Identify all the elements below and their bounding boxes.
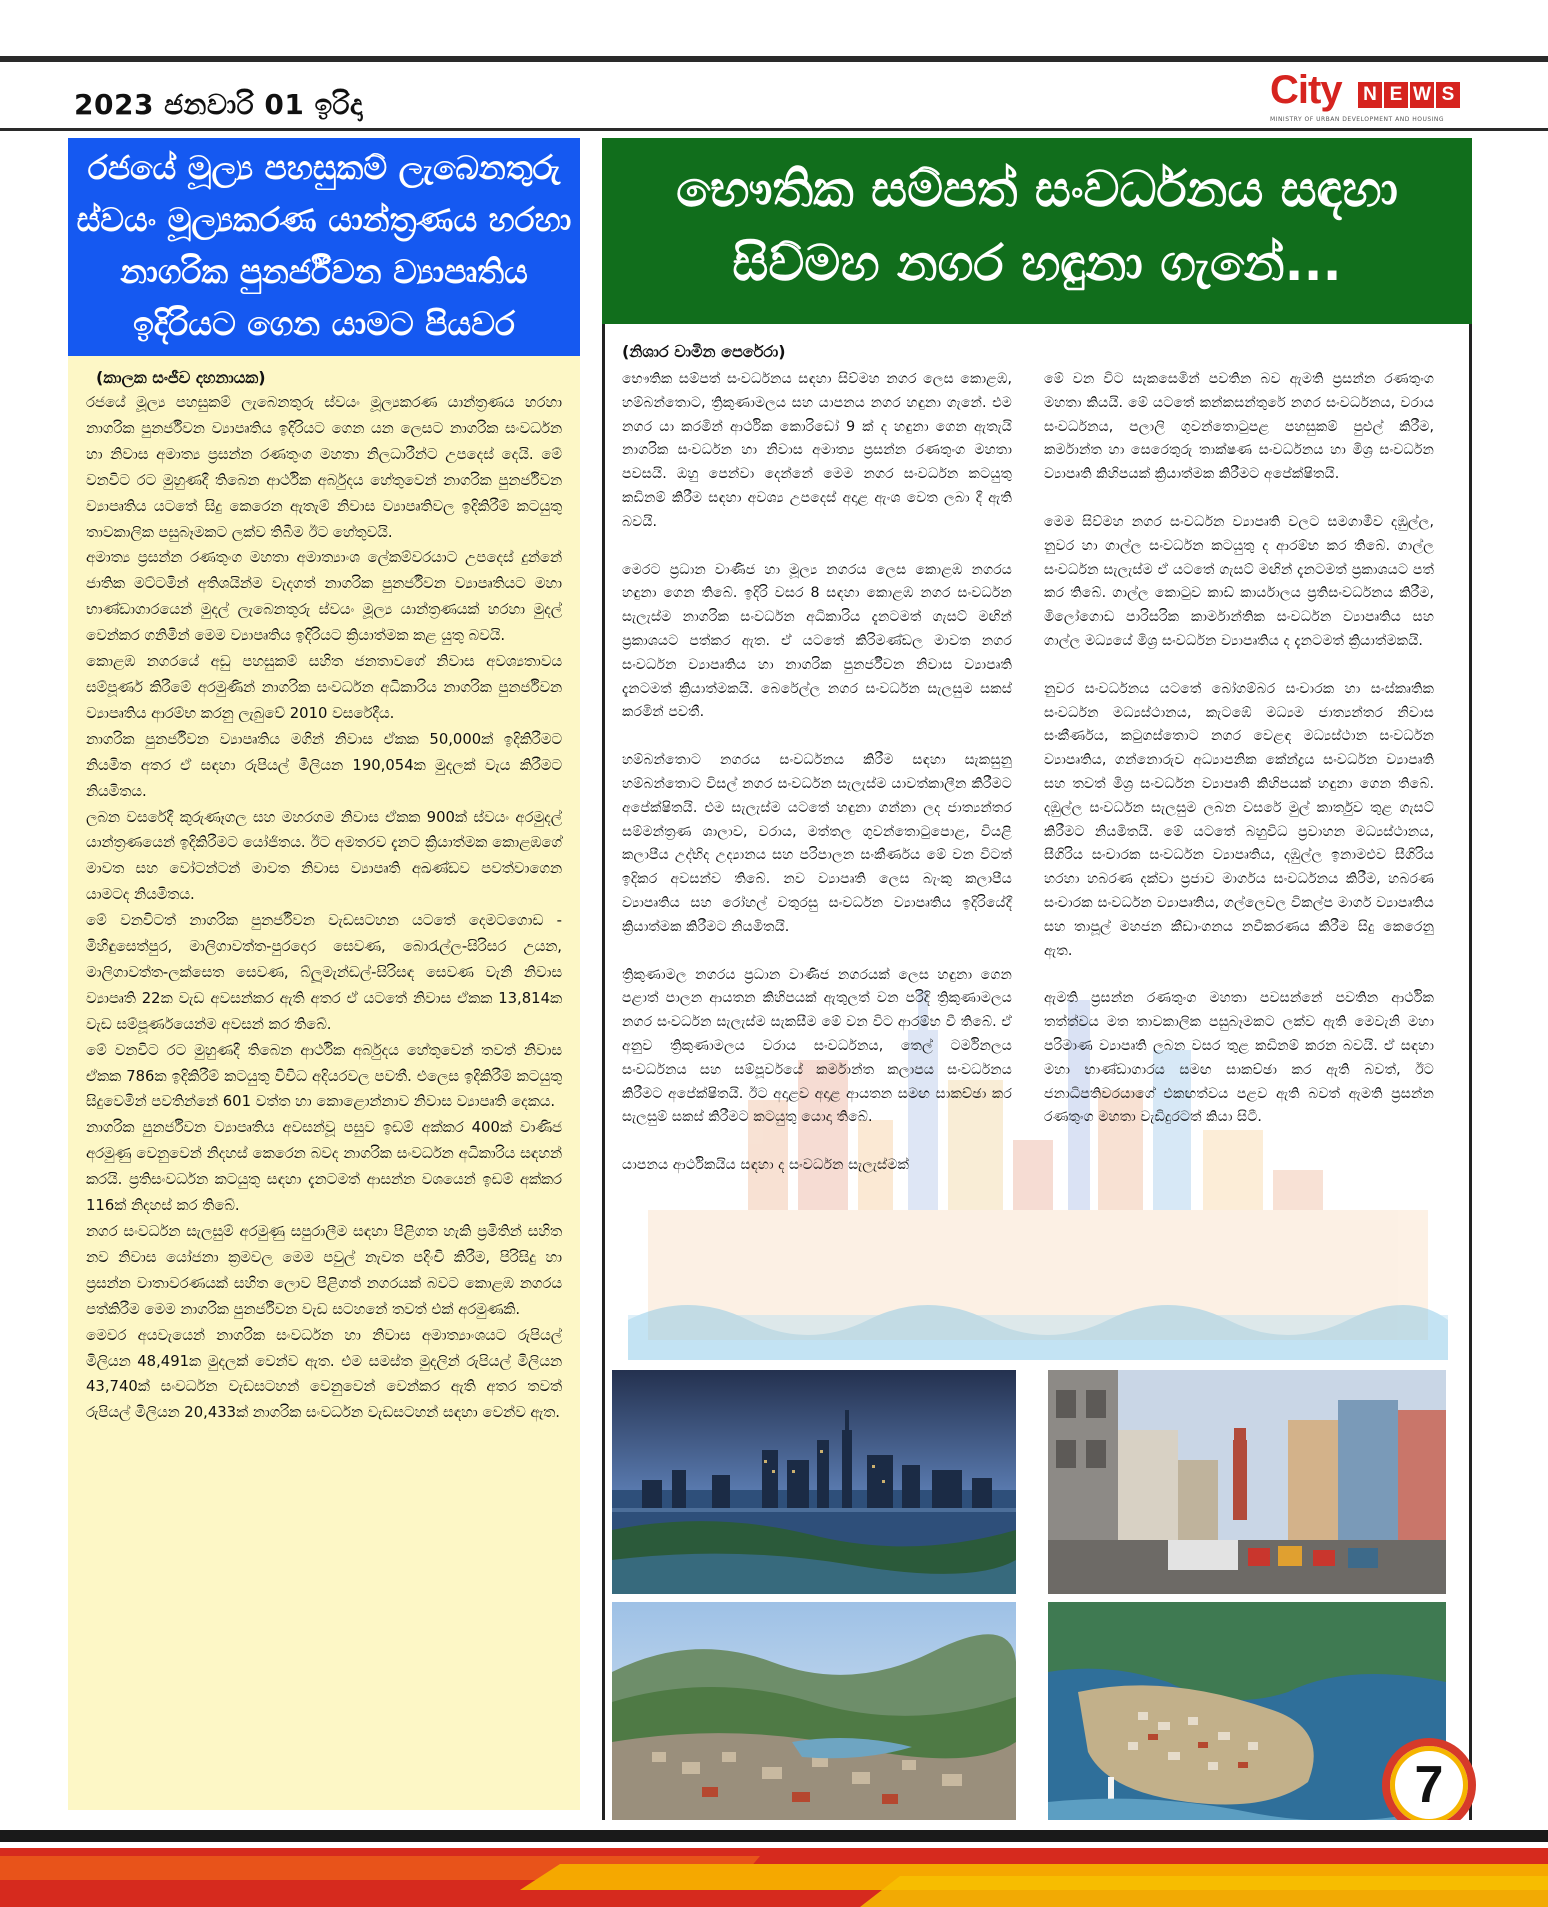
header-rule bbox=[0, 128, 1548, 131]
logo-city-text: City bbox=[1270, 68, 1342, 112]
paragraph: නුවර සංවර්ධනය යටතේ බෝගම්බර සංචාරක හා සංස්කෘතික සංවර්ධන මධ්‍යස්ථානය, කැටඹේ මධ්‍යම ජාත්‍යන්තර නිවාස සංකීර්ණය, කටුගස්තොට නගර වෙළඳ මධ්‍යස්ථාන සංවර්ධන ව්‍යාපෘතිය, ගන්නොරුව අධ්‍යාපනික කේන්ද්‍රය සංවර්ධන ව්‍යාපෘති සහ තවත් මිශ්‍ර සංවර්ධන ව්‍යාපෘති කිහිපයක් හඳුනා ගෙන තිබේ. දඹුල්ල සංවර්ධන සැලසුම ලබන වසරේ මුල් කාර්තුව තුළ ගැසට් කිරීමට නියමිතයි. මේ යටතේ බහුවිධ ප්‍රවාහන මධ්‍යස්ථානය, සීගිරිය සංචාරක සංවර්ධන ව්‍යාපෘතිය, දඹුල්ල ඉනාමළුව සීගිරිය හරහා හබරණ දක්වා ප්‍රජාව මාර්ගය සංවර්ධනය කිරීම, හබරණ සංචාරක සංවර්ධන ව්‍යාපෘතිය, ගල්ලෙවල විකල්ප මාර්ග ව්‍යාපෘතිය සහ තාපූල් මහජන කීඩාංගනය නවීකරණය කිරීම සිදු කෙරෙනු ඇත. bbox=[1044, 680, 1434, 959]
paragraph: ඇමති ප්‍රසන්න රණතුංග මහතා පවසන්නේ පවතින ආර්ථික තත්ත්වය මත තාවකාලික පසුබෑමකට ලක්ව ඇති මෙවැනි මහා පරිමාණ ව්‍යාපෘති ලබන වසර තුළ කඩිනම් කරන බවයි. ඒ සඳහා මහා භාණ්ඩාගාරය සමඟ සාකච්ඡා කර ඇති බවත්, ඊට ජනාධිපතිවරයාගේ එකඟත්වය පළව ඇති බවත් ඇමති ප්‍රසන්න රණතුංග මහතා වැඩිදුරටත් කියා සිටී. bbox=[1044, 990, 1434, 1126]
paragraph: නාගරික පුනර්ජීවන ව්‍යාපෘතිය අවසන්වූ පසුව ඉඩම් අක්කර 400ක් වාණිජ අරමුණු වෙනුවෙන් නිදහස් කෙරෙන බවද නාගරික සංවර්ධන අධිකාරිය සඳහන් කරයි. ප්‍රතිසංවර්ධන කටයුතු සඳහා දැනටමත් ආසන්න වශයෙන් ඉඩම් අක්කර 116ක් නිදහස් කර තිබේ. bbox=[86, 1119, 562, 1215]
right-headline: භෞතික සම්පත් සංවර්ධනය සඳහා සිව්මහ නගර හඳුනා ගැනේ... bbox=[602, 138, 1472, 324]
paragraph: මෙරට ප්‍රධාන වාණිජ හා මූල්‍ය නගරය ලෙස කොළඹ නගරය හඳුනා ගෙන තිබේ. ඉදිරි වසර 8 සඳහා කොළඹ නගර සංවර්ධන සැලැස්ම නාගරික සංවර්ධන අධිකාරිය දැනටමත් ගැසට් මඟින් ප්‍රකාශයට පත්කර ඇත. ඒ යටතේ කිරිමණ්ඩල මාවත නගර සංවර්ධන ව්‍යාපෘතිය හා නාගරික පුනර්ජීවන නිවාස ව්‍යාපෘති දැනටමත් ක්‍රියාත්මකයි. බෙරේල්ල නගර සංවර්ධන සැලසුම සකස් කරමින් පවතී. bbox=[622, 561, 1012, 721]
paragraph: ත්‍රිකුණාමල නගරය ප්‍රධාන වාණිජ නගරයක් ලෙස හඳුනා ගෙන පළාත් පාලන ආයතන කිහිපයක් ඇතුලත් වන පරිදි ත්‍රිකුණාමලය නගර සංවර්ධන සැලැස්ම සැකසීම මේ වන විට ආරම්භ වී තිබේ. ඒ අනුව ත්‍රිකුණාමලය වරාය සංවර්ධනය, තෙල් ටර්මිනලය සංවර්ධනය සහ සම්පූර්වයේ කර්මාන්ත කලාපය සංවර්ධනය කිරීමට අපේක්ෂිතයි. ඊට අදාළව අදාළ ආයතන සමඟ සාකච්ඡා කර සැලසුම් සකස් කිරීමට කටයුතු යොදා තිබේ. bbox=[622, 966, 1012, 1126]
paragraph: මේ වන විට සැකසෙමින් පවතින බව ඇමති ප්‍රසන්න රණතුංග මහතා කියයි. මේ යටතේ කන්කසන්තුරේ නගර සංවර්ධනය, වරාය සංවර්ධනය, පලාලි ගුවන්තොටුපළ පහසුකම් පුළුල් කිරීම, කර්මාන්ත හා සෙරෙතුරු තාක්ෂණ සංවර්ධනය හා මිශ්‍ර සංවර්ධන ව්‍යාපෘති කිහිපයක් ක්‍රියාත්මක කිරීමට අපේක්ෂිතයි. bbox=[1044, 371, 1434, 483]
paragraph: අමාත්‍ය ප්‍රසන්න රණතුංග මහතා අමාත්‍යාංශ ලේකම්වරයාට උපදෙස් දුන්නේ ජාතික මට්ටමින් අතිශයින්ම වැදගත් නාගරික පුනර්ජීවන ව්‍යාපෘතියට මහා භාණ්ඩාගාරයෙන් මුදල් ලැබෙනතුරු ස්වයං මූල්‍ය යාන්ත්‍රණයක් හරහා මුදල් වෙන්කර ගනිමින් මෙම ව්‍යාපෘතිය ඉදිරියට ක්‍රියාත්මක කළ යුතු බවයි. bbox=[86, 549, 562, 645]
right-article-column-1 bbox=[622, 368, 1012, 1202]
city-street-photo bbox=[1048, 1370, 1446, 1594]
kandy-aerial-photo bbox=[612, 1602, 1016, 1828]
right-byline: (නිශාර වාමින පෙරේරා) bbox=[622, 342, 786, 361]
citynews-logo bbox=[1270, 68, 1480, 124]
issue-date: 2023 ජනවාරි 01 ඉරිදා bbox=[74, 88, 363, 121]
paragraph: නාගරික පුනර්ජීවන ව්‍යාපෘතිය මගින් නිවාස ඒකක 50,000ක් ඉදිකිරීමට නියමිත අතර ඒ සඳහා රුපියල් මිලියන 190,054ක මුදලක් වැය කිරීමට නියමිතය. bbox=[86, 730, 562, 800]
paragraph: මේ වනවිට රට මුහුණදී තිබෙන ආර්ථික අර්බුදය හේතුවෙන් තවත් නිවාස ඒකක 786ක ඉදිකිරීම් කටයුතු විවිධ අදියරවල පවතී. එලෙස ඉදිකිරීම් කටයුතු සිදුවෙමින් පවතින්නේ 601 වත්ත හා කොළොන්නාව නිවාස ව්‍යාපෘති දෙකය. bbox=[86, 1041, 562, 1111]
paragraph: භෞතික සම්පත් සංවර්ධනය සඳහා සිව්මහ නගර ලෙස කොළඹ, හම්බන්තොට, ත්‍රිකුණාමලය සහ යාපනය නගර හඳුනා ගැනේ. එම නගර යා කරමින් ආර්ථික කොරිඩෝ 9 ක් ද හඳුනා ගෙන ඇතැයි නාගරික සංවර්ධන හා නිවාස අමාත්‍ය ප්‍රසන්න රණතුංග මහතා පවසයි. ඔහු පෙන්වා දෙන්නේ මෙම නගර සංවර්ධන කටයුතු කඩිනම් කිරීම සඳහා අවශ්‍ය උපදෙස් අදාළ ඇංශ වෙත ලබා දී ඇති බවයි. bbox=[622, 371, 1012, 530]
paragraph: මේ වනවිටත් නාගරික පුනර්ජීවන වැඩසටහන යටතේ දෙමටගොඩ - මිහිඳුසෙත්පුර, මාලිගාවත්ත-පුරදොර සෙවණ, බොරැල්ල-සිරිසර උයන, මාලිගාවත්ත-ලක්සෙත සෙවණ, බ්ලූමැන්ඩල්-සිරිසඳ සෙවණ වැනි නිවාස ව්‍යාපෘති 22ක වැඩ අවසන්කර ඇති අතර ඒ යටතේ නිවාස ඒකක 13,814ක වැඩ සම්පූර්ණයෙන්ම අවසන් කර තිබේ. bbox=[86, 912, 562, 1033]
paragraph: මෙවර අයවැයෙන් නාගරික සංවර්ධන හා නිවාස අමාත්‍යාංශයට රුපියල් මිලියන 48,491ක මුදලක් වෙන්ව ඇත. එම සමස්ත මුදලින් රුපියල් මිලියන 43,740ක් සංවර්ධන වැඩසටහන් වෙනුවෙන් වෙන්කර ඇති අතර තවත් රුපියල් මිලියන 20,433ක් නාගරික සංවර්ධන වැඩසටහන් සඳහා වෙන්ව ඇත. bbox=[86, 1326, 562, 1422]
left-article-body bbox=[86, 390, 562, 1426]
top-rule bbox=[0, 56, 1548, 62]
left-article bbox=[68, 138, 580, 1810]
logo-news-letters: N E W S bbox=[1358, 82, 1460, 108]
paragraph: කොළඹ නගරයේ අඩු පහසුකම් සහිත ජනතාවගේ නිවාස අවශ්‍යතාවය සම්පූර්ණ කිරීමේ අරමුණින් නාගරික සංවර්ධන අධිකාරිය නාගරික පුනර්ජීවන ව්‍යාපෘතිය ආරම්භ කරනු ලැබුවේ 2010 වසරේදීය. bbox=[86, 653, 562, 722]
right-article-column-2 bbox=[1044, 368, 1434, 1154]
left-byline: (කාලක සංජීව දහනායක) bbox=[96, 368, 266, 387]
page-number-badge: 7 bbox=[1382, 1738, 1476, 1832]
colombo-skyline-photo bbox=[612, 1370, 1016, 1594]
logo-tagline: MINISTRY OF URBAN DEVELOPMENT AND HOUSING bbox=[1270, 116, 1445, 123]
left-headline: රජයේ මූල්‍ය පහසුකම් ලැබෙනතුරු ස්වයං මූල්‍යකරණ යාන්ත්‍රණය හරහා නාගරික පුනර්ජීවන ව්‍යාපෘතිය ඉදිරියට ගෙන යාමට පියවර bbox=[68, 138, 580, 356]
paragraph: නගර සංවර්ධන සැලසුම් අරමුණු සපුරාලීම සඳහා පිළිගත හැකි ප්‍රමිතින් සහිත නව නිවාස යෝජනා ක්‍රමවල මෙම පවුල් නැවත පදිංචි කිරීම, පිරිසිදු හා ප්‍රසන්න වාතාවරණයක් සහිත ලොව පිළිගත් නගරයක් බවට කොළඹ නගරය පත්කිරීම මෙම නාගරික පුනර්ජීවන වැඩ සටහනේ තවත් එක් අරමුණකි. bbox=[86, 1223, 562, 1318]
paragraph: ලබන වසරේදී කුරුණෑගල සහ මහරගම නිවාස ඒකක 900ක් ස්වයං අරමුදල් යාන්ත්‍රණයෙන් ඉදිකිරීමට යෝජිතය. ඊට අමතරව දැනට ක්‍රියාත්මක කොළඹගේ මාවත සහ වෝටන්ටන් මාවත නිවාස ව්‍යාපෘති අඛණ්ඩව පවත්වාගෙන යාමටද නියමිතය. bbox=[86, 808, 562, 904]
paragraph: රජයේ මූල්‍ය පහසුකම් ලැබෙනතුරු ස්වයං මූල්‍යකරණ යාන්ත්‍රණය හරහා නාගරික පුනර්ජීවන ව්‍යාපෘතිය ඉදිරියට ගෙන යන ලෙසට නාගරික සංවර්ධන හා නිවාස අමාත්‍ය ප්‍රසන්න රණතුංග මහතා නිලධාරීන්ට උපදෙස් දෙයි. මේ වනවිට රට මුහුණදී තිබෙන ආර්ථික අර්බුදය හේතුවෙන් නාගරික පුනර්ජීවන ව්‍යාපෘතිය යටතේ සිදු කෙරෙන ඇතැම් නිවාස ව්‍යාපෘතිවල ඉදිකිරීම් කටයුතු තාවකාලික පසුබෑමකට ලක්ව තිබීම ඊට හේතුවයි. bbox=[86, 394, 562, 541]
footer-stripes bbox=[0, 1820, 1548, 1907]
paragraph: මෙම සිව්මහ නගර සංවර්ධන ව්‍යාපෘති වලට සමගාමීව දඹුල්ල, නුවර හා ගාල්ල සංවර්ධන කටයුතු ද ආරම්භ කර තිබේ. ගාල්ල සංවර්ධන සැලැස්ම ඒ යටතේ ගැසට් මඟින් දැනටමත් ප්‍රකාශයට පත් කර තිබේ. ගාල්ල කොටුව කාඩ් කාර්යාලය ප්‍රතිසංවර්ධනය කිරීම, මිලෝගොඩ පාරිසරික කාර්මාන්තික සංවර්ධන ව්‍යාපෘතිය සහ ගාල්ල මධ්‍යයේ මිශ්‍ර සංවර්ධන ව්‍යාපෘතිය ද දැනටමත් ක්‍රියාත්මකයි. bbox=[1044, 513, 1434, 649]
paragraph: හම්බන්තොට නගරය සංවර්ධනය කිරීම සඳහා සැකසුනු හම්බන්තොට විසල් නගර සංවර්ධන සැලැස්ම යාවත්කාලීන කිරීමට අපේක්ෂිතයි. එම සැලැස්ම යටතේ හඳුනා ගන්නා ලද ජාත්‍යන්තර සම්මන්ත්‍රණ ශාලාව, වරාය, මත්තල ගුවන්තොටුපොළ, වියළි කලාපීය උද්භිද උද්‍යානය සහ පරිපාලන සංකීර්ණය මේ වන විටත් ඉදිකර අවසන්ව තිබේ. නව ව්‍යාපෘති ලෙස බැංකු කලාපීය ව්‍යාපෘතිය සහ රෝහල් වතුරසු සංවර්ධන ව්‍යාපෘතිය ඉදිරියේදී ක්‍රියාත්මක කිරීමට නියමිතයි. bbox=[622, 752, 1012, 935]
paragraph: යාපනය ආර්ථිකයිය සඳහා ද සංවර්ධන සැලැස්මක් bbox=[622, 1157, 909, 1174]
